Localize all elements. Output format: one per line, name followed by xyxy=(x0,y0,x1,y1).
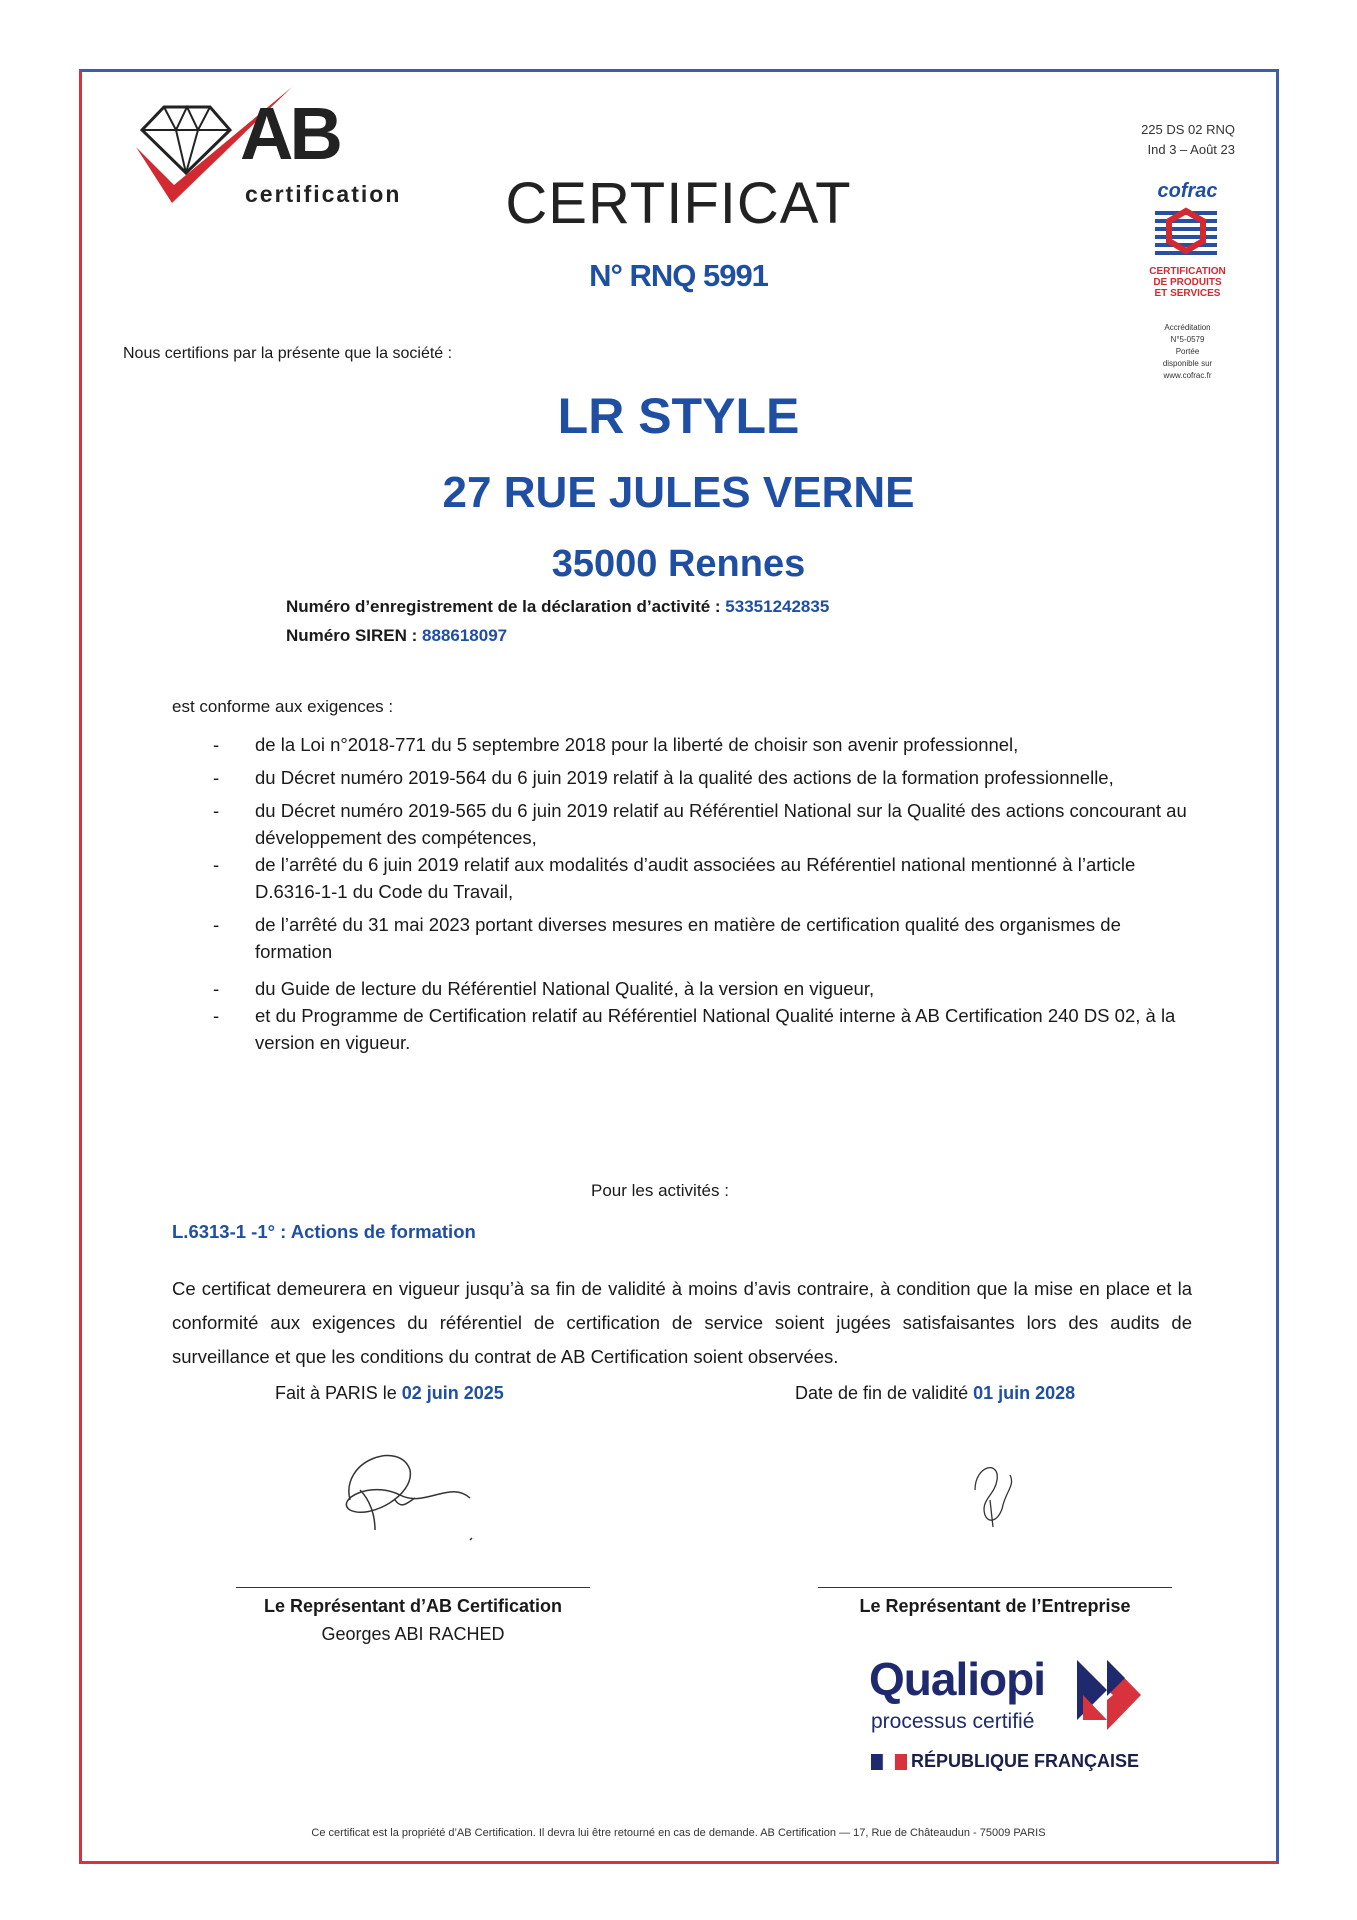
company-street: 27 RUE JULES VERNE xyxy=(442,468,915,517)
dash-bullet: - xyxy=(213,734,220,755)
siren-number xyxy=(286,626,507,646)
list-item xyxy=(213,731,1193,758)
cofrac-brand: cofrac xyxy=(1157,180,1218,202)
cofrac-label-line: CERTIFICATION xyxy=(1149,266,1226,277)
cofrac-accreditation xyxy=(1145,322,1230,382)
requirement-text: et du Programme de Certification relatif au Référentiel National Qualité interne à AB Certification 240 DS 02, à la version en vigueur. xyxy=(255,1005,1176,1053)
document-reference xyxy=(1141,120,1235,160)
list-item xyxy=(213,911,1193,965)
siren-label: Numéro SIREN : xyxy=(286,626,423,645)
left-signatory-name: Georges ABI RACHED xyxy=(321,1624,505,1644)
declaration-label: Numéro d’enregistrement de la déclaration d’activité : xyxy=(286,597,726,616)
cofrac-label-line: DE PRODUITS xyxy=(1153,277,1222,288)
company-name: LR STYLE xyxy=(557,388,800,444)
dash-bullet: - xyxy=(213,1005,220,1026)
requirement-text: du Décret numéro 2019-565 du 6 juin 2019 relatif au Référentiel National sur la Qualité des actions concourant au développement des compétences, xyxy=(255,800,1187,848)
dash-bullet: - xyxy=(213,767,220,788)
dash-bullet: - xyxy=(213,978,220,999)
republique-francaise-text: RÉPUBLIQUE FRANÇAISE xyxy=(911,1751,1140,1771)
accreditation-line: Portée xyxy=(1175,347,1200,356)
logo-certification-text: certification xyxy=(245,181,402,207)
accreditation-line: www.cofrac.fr xyxy=(1163,371,1212,380)
left-signature xyxy=(330,1440,490,1550)
validity-paragraph: Ce certificat demeurera en vigueur jusqu’à sa fin de validité à moins d’avis contraire, à condition que la mise en place et la conformité aux exigences du référentiel de certification de service soient jugées satisfaisantes lors des audits de surveillance et que les conditions du contrat de AB Certification soient observées. xyxy=(172,1278,1192,1367)
issue-date xyxy=(275,1383,504,1404)
qualiopi-logo xyxy=(869,1652,1159,1782)
accreditation-line: Accréditation xyxy=(1164,323,1211,332)
requirement-text: du Guide de lecture du Référentiel National Qualité, à la version en vigueur, xyxy=(255,978,875,999)
activities-intro: Pour les activités : xyxy=(591,1181,729,1200)
activity-label: L.6313-1 -1° : Actions de formation xyxy=(172,1221,476,1242)
list-item xyxy=(213,1002,1193,1056)
expiry-date xyxy=(795,1383,1075,1404)
list-item xyxy=(213,975,1193,1002)
left-signature-line xyxy=(236,1587,590,1588)
issue-date-prefix: Fait à PARIS le xyxy=(275,1383,402,1403)
qualiopi-arrows-icon xyxy=(1077,1660,1147,1730)
expiry-date-prefix: Date de fin de validité xyxy=(795,1383,974,1403)
right-signature-line xyxy=(818,1587,1172,1588)
footer-notice: Ce certificat est la propriété d’AB Certification. Il devra lui être retourné en cas de demande. AB Certification — 17, Rue de Châteaudun - 75009 PARIS xyxy=(311,1827,1046,1839)
dash-bullet: - xyxy=(213,854,220,875)
requirement-text: de l’arrêté du 31 mai 2023 portant diverses mesures en matière de certification qualité des organismes de formation xyxy=(255,914,1121,962)
siren-value: 888618097 xyxy=(422,626,508,645)
qualiopi-wordmark: Qualiopi xyxy=(869,1653,1045,1705)
list-item xyxy=(213,797,1193,851)
ref-code: 225 DS 02 RNQ xyxy=(1141,122,1235,137)
certificate-title: CERTIFICAT xyxy=(505,171,852,236)
expiry-date-value: 01 juin 2028 xyxy=(973,1383,1076,1403)
issue-date-value: 02 juin 2025 xyxy=(401,1383,504,1403)
requirement-text: de la Loi n°2018-771 du 5 septembre 2018 pour la liberté de choisir son avenir professionnel, xyxy=(255,734,1019,755)
qualiopi-subtitle: processus certifié xyxy=(871,1710,1035,1733)
accreditation-line: disponible sur xyxy=(1162,359,1213,368)
right-signatory-title: Le Représentant de l’Entreprise xyxy=(859,1596,1131,1616)
dash-bullet: - xyxy=(213,800,220,821)
requirements-list xyxy=(213,731,1193,1056)
cofrac-label-line: ET SERVICES xyxy=(1154,288,1221,299)
company-city: 35000 Rennes xyxy=(551,543,806,585)
list-item xyxy=(213,851,1193,905)
accreditation-line: N°5-0579 xyxy=(1170,335,1205,344)
logo-ab-text: AB xyxy=(240,92,339,175)
ref-index: Ind 3 – Août 23 xyxy=(1147,142,1235,157)
certificate-number: N° RNQ 5991 xyxy=(589,258,768,293)
declaration-number xyxy=(286,597,829,617)
list-item xyxy=(213,764,1193,791)
french-flag-icon xyxy=(871,1754,907,1770)
requirement-text: du Décret numéro 2019-564 du 6 juin 2019 relatif à la qualité des actions de la formation professionnelle, xyxy=(255,767,1114,788)
declaration-value: 53351242835 xyxy=(725,597,830,616)
intro-text: Nous certifions par la présente que la société : xyxy=(123,345,453,362)
dash-bullet: - xyxy=(213,914,220,935)
conformity-intro: est conforme aux exigences : xyxy=(172,697,394,716)
requirement-text: de l’arrêté du 6 juin 2019 relatif aux modalités d’audit associées au Référentiel national mentionné à l’article D.6316-1-1 du Code du Travail, xyxy=(255,854,1136,902)
right-signature xyxy=(955,1455,1035,1535)
left-signatory-title: Le Représentant d’AB Certification xyxy=(263,1596,563,1616)
